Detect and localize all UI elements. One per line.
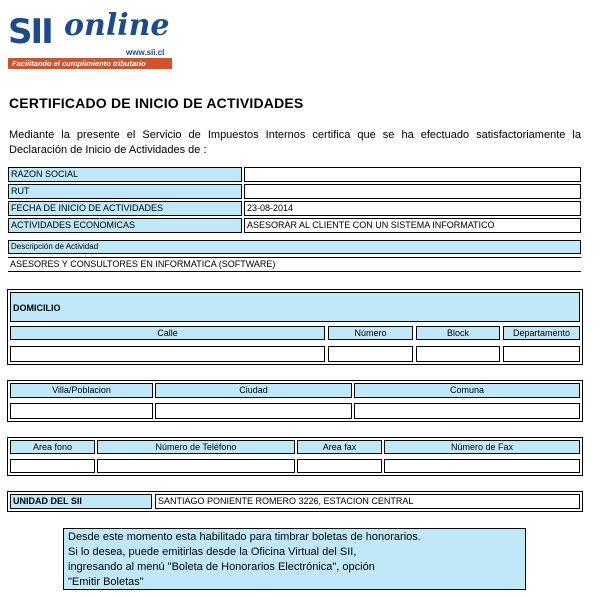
phones-header-telefono: Número de Teléfono xyxy=(97,440,295,454)
notice-line-2: Si lo desea, puede emitirlas desde la Oficina Virtual del SII, xyxy=(68,546,357,558)
location-header-comuna: Comuna xyxy=(354,383,580,398)
domicilio-header-numero: Número xyxy=(328,326,413,340)
logo-sii-text: SII xyxy=(8,12,52,52)
location-value-comuna xyxy=(354,403,580,419)
activity-label: Descripción de Actividad xyxy=(8,240,581,254)
notice-line-3: ingresando al menú "Boleta de Honorarios Electrónica", opción xyxy=(68,561,375,573)
notice-line-4: "Emitir Boletas" xyxy=(68,576,144,588)
phones-header-area-fax: Area fax xyxy=(297,440,382,454)
location-value-ciudad xyxy=(155,403,352,419)
intro-text: Mediante la presente el Servicio de Impuestos Internos certifica que se ha efectuado satisfactoriamente la Declaración de Inicio de Actividades de : xyxy=(9,129,581,156)
field-label-razon-social: RAZON SOCIAL xyxy=(8,167,242,182)
phones-value-area-fono xyxy=(10,459,95,473)
phones-value-fax xyxy=(384,459,580,473)
logo-online-text: online xyxy=(64,8,170,43)
field-label-rut: RUT xyxy=(8,184,242,199)
phones-header-area-fono: Area fono xyxy=(10,440,95,454)
logo-url: www.sii.cl xyxy=(126,48,165,57)
domicilio-value-calle xyxy=(10,346,325,362)
field-label-actividades: ACTIVIDADES ECONOMICAS xyxy=(8,218,242,233)
phones-value-telefono xyxy=(97,459,295,473)
field-value-rut xyxy=(244,184,581,199)
location-section xyxy=(7,380,583,422)
domicilio-header-calle: Calle xyxy=(10,326,325,340)
location-header-ciudad: Ciudad xyxy=(155,383,352,398)
domicilio-header-block: Block xyxy=(416,326,500,340)
phones-value-area-fax xyxy=(297,459,382,473)
phones-section xyxy=(7,437,583,476)
domicilio-heading: DOMICILIO xyxy=(10,292,580,322)
activity-value: ASESORES Y CONSULTORES EN INFORMATICA (SOFTWARE) xyxy=(8,257,581,272)
domicilio-value-numero xyxy=(328,346,413,362)
honorarios-notice xyxy=(63,528,526,590)
field-value-actividades: ASESORAR AL CLIENTE CON UN SISTEMA INFORMATICO xyxy=(244,218,581,233)
domicilio-value-block xyxy=(416,346,500,362)
domicilio-value-departamento xyxy=(503,346,580,362)
unidad-value: SANTIAGO PONIENTE ROMERO 3226, ESTACION CENTRAL xyxy=(155,494,580,509)
field-value-fecha-inicio: 23-08-2014 xyxy=(244,201,581,216)
location-value-villa xyxy=(10,403,153,419)
field-value-razon-social xyxy=(244,167,581,182)
unidad-section xyxy=(7,491,583,512)
unidad-label: UNIDAD DEL SII xyxy=(10,494,152,509)
sii-online-logo xyxy=(8,8,172,70)
location-header-villa: Villa/Poblacion xyxy=(10,383,153,398)
field-label-fecha-inicio: FECHA DE INICIO DE ACTIVIDADES xyxy=(8,201,242,216)
domicilio-header-departamento: Departamento xyxy=(503,326,580,340)
logo-tagline: Facilitando el cumplimiento tributario xyxy=(8,58,172,69)
phones-header-fax: Número de Fax xyxy=(384,440,580,454)
domicilio-section xyxy=(7,289,583,365)
notice-line-1: Desde este momento esta habilitado para timbrar boletas de honorarios. xyxy=(68,531,421,543)
page-title: CERTIFICADO DE INICIO DE ACTIVIDADES xyxy=(9,95,304,111)
